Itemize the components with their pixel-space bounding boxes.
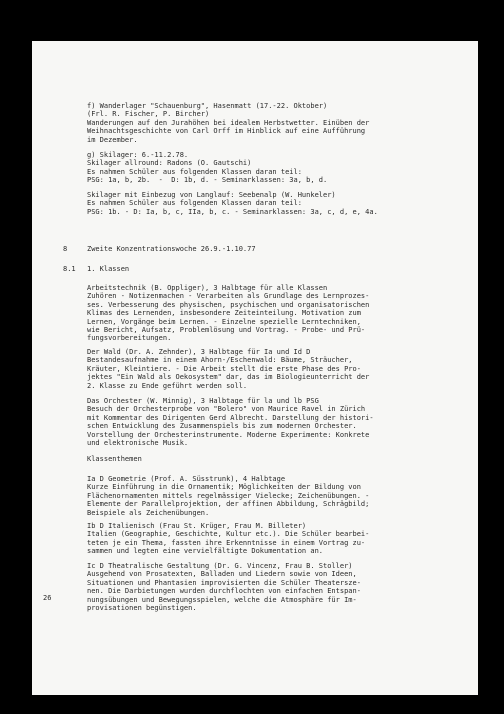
text-line: sammen und legten eine vervielfältigte Dokumentation an. [87,547,324,556]
text-line: Kräuter, Kleintiere. - Die Arbeit stellt die erste Phase des Pro- [87,364,361,373]
section-number: 8 [63,245,68,253]
text-line: g) Skilager: 6.-11.2.78. [87,151,189,159]
text-line: Elemente der Parallelprojektion, der affinen Abbildung, Schrägbild; [87,500,370,509]
text-line: teten je ein Thema, fassten ihre Erkenntnisse in einem Vortrag zu- [87,538,366,547]
text-line: Ausgehend von Prosatexten, Balladen und Liedern sowie von Ideen, [87,570,357,579]
text-line: Das Orchester (W. Minnig), 3 Halbtage für la und lb PSG [87,397,319,405]
text-line: Flächenornamenten mittels regelmässiger Vielecke; Zeichenübungen. - [87,491,370,500]
subsection-title: 1. Klassen [87,265,130,273]
theater-paragraph [87,562,457,612]
text-line: Kurze Einführung in die Ornamentik; Möglichkeiten der Bildung von [87,483,361,492]
text-line: Lernen, Vorgänge beim Lernen. - Einzelne spezielle Lerntechniken, [87,317,361,326]
document-page [32,41,478,695]
text-line: wie Bericht, Aufsatz, Problemlösung und Vortrag. - Probe- und Prü- [87,326,366,335]
text-line: f) Wanderlager "Schauenburg", Hasenmatt (17.-22. Oktober) [87,102,328,110]
text-line: 2. Klasse zu Ende geführt werden soll. [87,381,248,390]
text-line: Arbeitstechnik (B. Oppliger), 3 Halbtage für alle Klassen [87,284,328,292]
text-line: Es nahmen Schüler aus folgenden Klassen daran teil: [87,167,302,176]
skilager-entry [87,151,457,185]
arbeitstechnik-paragraph [87,284,457,343]
text-line: fungsvorbereitungen. [87,334,172,343]
section-title: Zweite Konzentrationswoche 26.9.-1.10.77 [87,245,256,253]
text-line: schen Entwicklung des Zusammenspiels bis zum modernen Orchester. [87,422,357,431]
text-line: Klimas des Lernenden, insbesondere Zeiteinteilung. Motivation zum [87,309,361,318]
text-line: Zuhören - Notizenmachen - Verarbeiten als Grundlage des Lernprozes- [87,292,370,301]
geometrie-paragraph [87,475,457,517]
text-line: im Dezember. [87,135,138,144]
text-line: Besuch der Orchesterprobe von "Bolero" von Maurice Ravel in Zürich [87,405,366,414]
text-line: (Frl. R. Fischer, P. Bircher) [87,110,210,119]
text-line: Italien (Geographie, Geschichte, Kultur etc.). Die Schüler bearbei- [87,530,370,539]
text-line: Ia D Geometrie (Prof. A. Süsstrunk), 4 Halbtage [87,475,286,483]
text-line: provisationen begünstigen. [87,604,197,613]
text-line: nungsübungen und Bewegungsspielen, welche die Atmosphäre für Im- [87,595,357,604]
text-line: PSG: 1a, b, 2b. - D: 1b, d. - Seminarklassen: 3a, b, d. [87,176,328,185]
text-line: Vorstellung der Orchesterinstrumente. Moderne Experimente: Konkrete [87,430,370,439]
text-line: PSG: 1b. - D: Ia, b, c, IIa, b, c. - Seminarklassen: 3a, c, d, e, 4a. [87,207,378,216]
text-line: Skilager mit Einbezug von Langlauf: Seebenalp (W. Hunkeler) [87,191,336,199]
text-line: Wanderungen auf den Jurahöhen bei idealem Herbstwetter. Einüben der [87,118,370,127]
text-line: jektes "Ein Wald als Oekosystem" dar, das im Biologieunterricht der [87,373,370,382]
italienisch-paragraph [87,522,457,556]
page-number: 26 [43,594,52,602]
text-line: ses. Verbesserung des physischen, psychischen und organisatorischen [87,300,370,309]
orchester-paragraph [87,397,457,447]
text-line: Bestandesaufnahme in einem Ahorn-/Eschenwald: Bäume, Sträucher, [87,356,353,365]
text-line: Skilager allround: Radons (O. Gautschi) [87,159,252,168]
text-line: Ic D Theatralische Gestaltung (Dr. G. Vincenz, Frau B. Stoller) [87,562,353,570]
wanderlager-entry [87,102,457,144]
text-line: Situationen und Phantasien improvisierten die Schüler Theatersze- [87,578,361,587]
text-line: Es nahmen Schüler aus folgenden Klassen daran teil: [87,199,302,208]
wald-paragraph [87,348,457,390]
text-line: Weihnachtsgeschichte von Carl Orff im Hinblick auf eine Aufführung [87,127,366,136]
skilager-langlauf-entry [87,191,457,216]
text-line: Beispiele als Zeichenübungen. [87,508,210,517]
text-line: nen. Die Darbietungen wurden durchflochten von einfachen Entspan- [87,587,361,596]
subsection-number: 8.1 [63,265,76,273]
klassenthemen-heading: Klassenthemen [87,455,142,463]
text-line: Ib D Italienisch (Frau St. Krüger, Frau M. Billeter) [87,522,307,530]
text-line: mit Kommentar des Dirigenten Gerd Albrecht. Darstellung der histori- [87,413,374,422]
text-line: und elektronische Musik. [87,439,189,448]
text-line: Der Wald (Dr. A. Zehnder), 3 Halbtage für Ia und Id D [87,348,311,356]
